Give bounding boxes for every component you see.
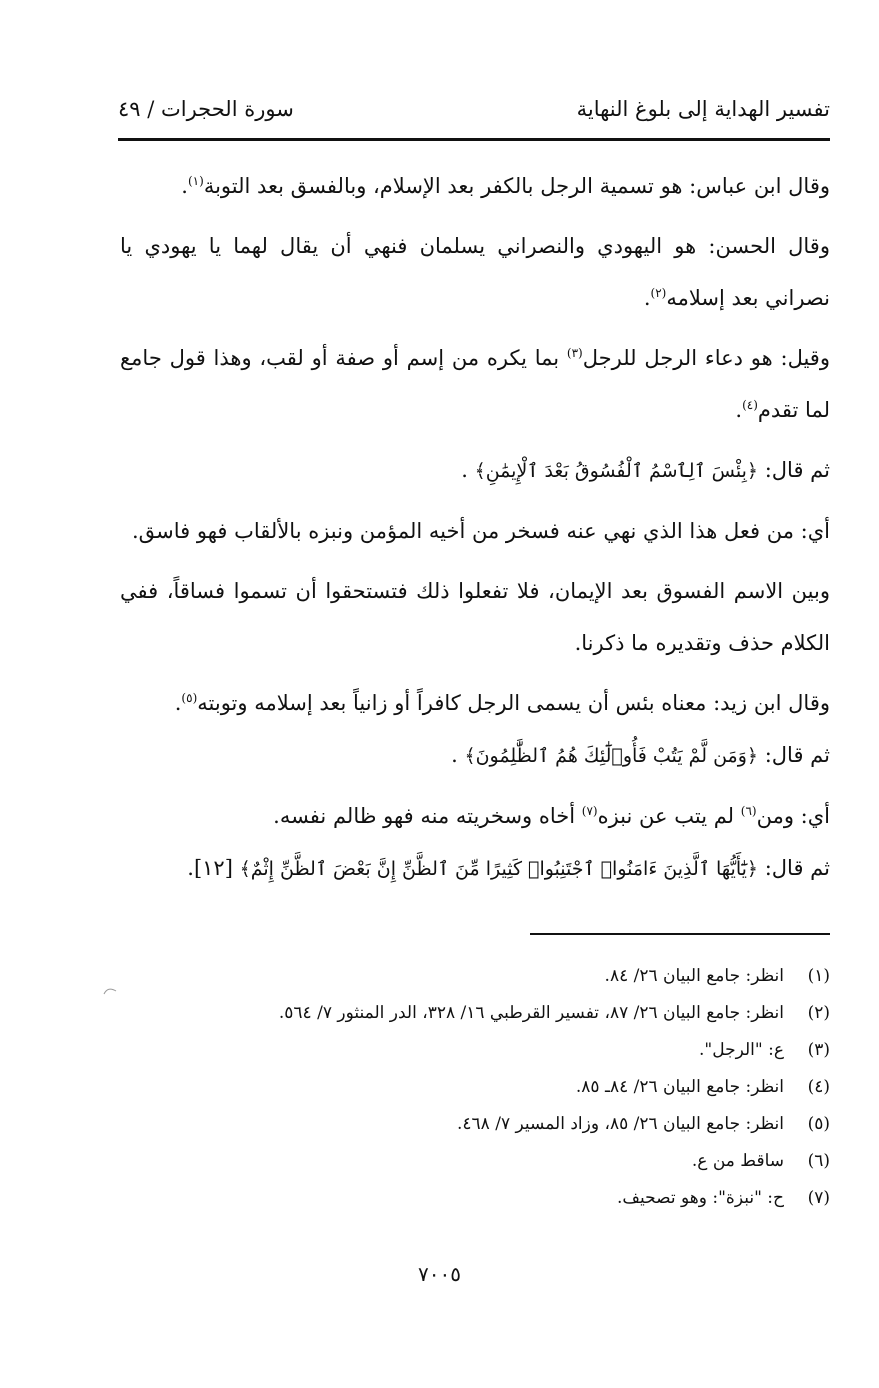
footnote-ref: (٦) xyxy=(740,804,757,818)
footnote-text: ح: "نبزة": وهو تصحيف. xyxy=(617,1188,784,1208)
footnote-ref: (٥) xyxy=(181,691,198,705)
paragraph-text: ثم قال: xyxy=(758,743,830,767)
running-header xyxy=(118,95,830,131)
paragraph xyxy=(120,444,830,497)
footnote-number: (٤) xyxy=(807,1077,830,1097)
footnote-ref: (٣) xyxy=(566,346,583,360)
paragraph-text: وقال ابن زيد: معناه بئس أن يسمى الرجل كافراً أو زانياً بعد إسلامه وتوبته xyxy=(197,691,830,715)
punctuation: . xyxy=(461,458,475,482)
header-rule xyxy=(118,138,830,141)
footnote xyxy=(120,958,830,995)
paragraph-text: ثم قال: xyxy=(758,856,830,880)
stray-mark xyxy=(103,985,117,995)
footnote-number: (١) xyxy=(807,966,830,986)
footnote-ref: (٢) xyxy=(650,286,667,300)
paragraph-text: وبين الاسم الفسوق بعد الإيمان، فلا تفعلوا ذلك فتستحقوا أن تسموا فساقاً، ففي الكلام حذف وتقديره ما ذكرنا. xyxy=(120,579,830,655)
paragraph-text: وقال ابن عباس: هو تسمية الرجل بالكفر بعد الإسلام، وبالفسق بعد التوبة xyxy=(203,174,830,198)
punctuation: . xyxy=(451,743,465,767)
footnote-number: (٦) xyxy=(807,1151,830,1171)
paragraph-text: أي: من فعل هذا الذي نهي عنه فسخر من أخيه المؤمن ونبزه بالألقاب فهو فاسق. xyxy=(131,519,830,543)
paragraph xyxy=(120,677,830,729)
footnote xyxy=(120,1106,830,1143)
footnote-ref: (١) xyxy=(187,174,204,188)
punctuation: . xyxy=(174,691,182,715)
footnote-ref: (٤) xyxy=(742,398,758,412)
paragraph xyxy=(120,790,830,842)
paragraph-text: أي: ومن xyxy=(756,804,830,828)
paragraph-text: بما يكره من إسم أو صفة أو لقب، وهذا قول جامع لما تقدم xyxy=(120,346,830,422)
footnote-ref: (٧) xyxy=(581,804,598,818)
punctuation: . xyxy=(735,398,743,422)
footnote-rule xyxy=(530,933,830,935)
footnotes xyxy=(120,958,830,1217)
paragraph xyxy=(120,332,830,436)
paragraph xyxy=(120,220,830,324)
footnote-number: (٧) xyxy=(807,1188,830,1208)
paragraph xyxy=(120,505,830,557)
footnote-text: انظر: جامع البيان ٢٦/ ٨٤. xyxy=(604,966,784,986)
footnote xyxy=(120,1032,830,1069)
body-text xyxy=(120,160,830,895)
quran-verse: ﴿وَمَن لَّمْ يَتُبْ فَأُو۟لَٰٓئِكَ هُمُ ٱلظَّٰلِمُونَ﴾ xyxy=(464,745,759,767)
footnote-text: ساقط من ع. xyxy=(691,1151,784,1171)
footnote xyxy=(120,1143,830,1180)
footnote-text: انظر: جامع البيان ٢٦/ ٨٤ـ ٨٥. xyxy=(575,1077,784,1097)
page-number: ٧٠٠٥ xyxy=(418,1262,461,1286)
paragraph xyxy=(120,160,830,212)
paragraph xyxy=(120,729,830,782)
paragraph-text: ثم قال: xyxy=(758,458,830,482)
paragraph-text: وقال الحسن: هو اليهودي والنصراني يسلمان فنهي أن يقال لهما يا يهودي يا نصراني بعد إسلامه xyxy=(120,234,830,310)
footnote-text: انظر: جامع البيان ٢٦/ ٨٥، وزاد المسير ٧/ ٤٦٨. xyxy=(457,1114,784,1134)
footnote-text: انظر: جامع البيان ٢٦/ ٨٧، تفسير القرطبي ١٦/ ٣٢٨، الدر المنثور ٧/ ٥٦٤. xyxy=(278,1003,784,1023)
punctuation: . xyxy=(181,174,188,198)
footnote-number: (٥) xyxy=(807,1114,830,1134)
paragraph-text: أخاه وسخريته منه فهو ظالم نفسه. xyxy=(273,804,582,828)
footnote-number: (٣) xyxy=(807,1040,830,1060)
footnote xyxy=(120,995,830,1032)
footnote xyxy=(120,1069,830,1106)
punctuation: [١٢]. xyxy=(187,856,240,880)
footnote xyxy=(120,1180,830,1217)
book-title: تفسير الهداية إلى بلوغ النهاية xyxy=(576,97,830,121)
paragraph xyxy=(120,842,830,895)
paragraph-text: وقيل: هو دعاء الرجل للرجل xyxy=(582,346,830,370)
quran-verse: ﴿بِئْسَ ٱلِٱسْمُ ٱلْفُسُوقُ بَعْدَ ٱلْإِيمَٰنِ﴾ xyxy=(474,460,759,482)
footnote-text: ع: "الرجل". xyxy=(699,1040,784,1060)
quran-verse: ﴿يَٰٓأَيُّهَا ٱلَّذِينَ ءَامَنُوا۟ ٱجْتَنِبُوا۟ كَثِيرًا مِّنَ ٱلظَّنِّ إِنَّ بَعْضَ ٱلظَّنِّ إِثْمٌ﴾ xyxy=(239,858,759,880)
surah-title: سورة الحجرات / ٤٩ xyxy=(118,97,294,121)
punctuation: . xyxy=(643,286,651,310)
footnote-number: (٢) xyxy=(807,1003,830,1023)
paragraph-text: لم يتب عن نبزه xyxy=(597,804,741,828)
paragraph xyxy=(120,565,830,669)
